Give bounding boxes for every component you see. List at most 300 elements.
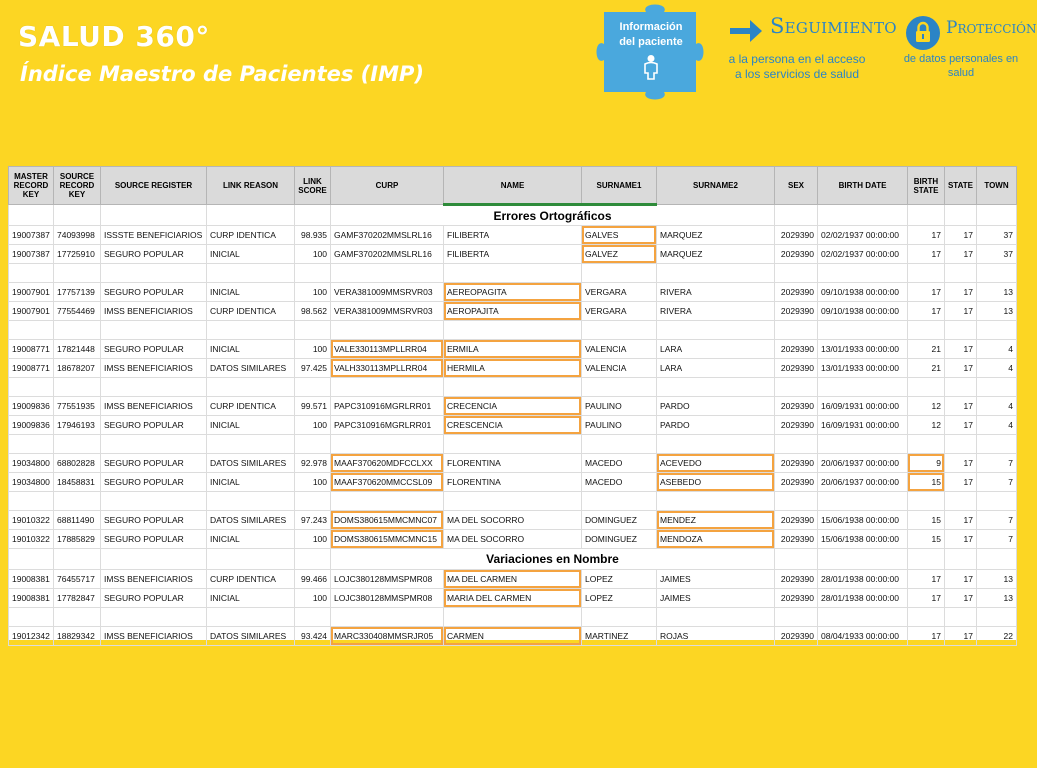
- empty-cell: [908, 264, 945, 283]
- cell-master-record-key[interactable]: 19012342: [9, 627, 54, 646]
- cell-town[interactable]: 13: [977, 589, 1017, 608]
- cell-state[interactable]: 17: [945, 473, 977, 492]
- cell-birth-state[interactable]: 12: [908, 416, 945, 435]
- cell-birth-date[interactable]: 16/09/1931 00:00:00: [818, 397, 908, 416]
- empty-cell: [582, 608, 657, 627]
- cell-source-register[interactable]: SEGURO POPULAR: [101, 283, 207, 302]
- cell-sex[interactable]: 2029390: [775, 570, 818, 589]
- cell-master-record-key[interactable]: 19007901: [9, 302, 54, 321]
- empty-cell: [908, 549, 945, 570]
- cell-surname2[interactable]: RIVERA: [657, 302, 775, 321]
- cell-surname1[interactable]: MACEDO: [582, 473, 657, 492]
- cell-source-record-key[interactable]: 17725910: [54, 245, 101, 264]
- column-header-birth-state[interactable]: BIRTH STATE: [908, 167, 945, 205]
- cell-town[interactable]: 13: [977, 302, 1017, 321]
- cell-sex[interactable]: 2029390: [775, 245, 818, 264]
- cell-birth-date[interactable]: 08/04/1933 00:00:00: [818, 627, 908, 646]
- cell-birth-date[interactable]: 20/06/1937 00:00:00: [818, 454, 908, 473]
- proteccion-description: [900, 52, 1022, 80]
- cell-source-record-key[interactable]: 17946193: [54, 416, 101, 435]
- cell-source-record-key[interactable]: 17885829: [54, 530, 101, 549]
- info-line1: Información: [619, 21, 683, 33]
- cell-source-record-key[interactable]: 76455717: [54, 570, 101, 589]
- cell-birth-date[interactable]: 09/10/1938 00:00:00: [818, 302, 908, 321]
- empty-cell: [657, 264, 775, 283]
- cell-surname1[interactable]: PAULINO: [582, 397, 657, 416]
- column-header-source-record-key[interactable]: SOURCE RECORD KEY: [54, 167, 101, 205]
- cell-source-register[interactable]: ISSSTE BENEFICIARIOS: [101, 226, 207, 245]
- empty-cell: [775, 492, 818, 511]
- section-title: Errores Ortográficos: [331, 205, 775, 226]
- cell-link-reason[interactable]: INICIAL: [207, 416, 295, 435]
- cell-master-record-key[interactable]: 19008381: [9, 589, 54, 608]
- cell-source-register[interactable]: SEGURO POPULAR: [101, 589, 207, 608]
- cell-surname1[interactable]: GALVES: [582, 226, 657, 245]
- cell-surname1[interactable]: DOMINGUEZ: [582, 511, 657, 530]
- table-row[interactable]: [9, 302, 1017, 321]
- cell-curp[interactable]: LOJC380128MMSPMR08: [331, 570, 444, 589]
- cell-birth-state[interactable]: 17: [908, 226, 945, 245]
- column-header-surname1[interactable]: SURNAME1: [582, 167, 657, 205]
- cell-link-score[interactable]: 100: [295, 245, 331, 264]
- cell-town[interactable]: 7: [977, 454, 1017, 473]
- cell-curp[interactable]: MARC330408MMSRJR05: [331, 627, 444, 646]
- cell-surname2[interactable]: LARA: [657, 359, 775, 378]
- seguimiento-description: [722, 52, 872, 82]
- empty-cell: [908, 205, 945, 226]
- cell-master-record-key[interactable]: 19010322: [9, 511, 54, 530]
- cell-birth-state[interactable]: 17: [908, 627, 945, 646]
- cell-master-record-key[interactable]: 19008771: [9, 359, 54, 378]
- cell-sex[interactable]: 2029390: [775, 473, 818, 492]
- cell-birth-date[interactable]: 28/01/1938 00:00:00: [818, 570, 908, 589]
- cell-name[interactable]: CARMEN: [444, 627, 582, 646]
- cell-sex[interactable]: 2029390: [775, 530, 818, 549]
- cell-link-reason[interactable]: INICIAL: [207, 473, 295, 492]
- cell-curp[interactable]: GAMF370202MMSLRL16: [331, 226, 444, 245]
- cell-link-reason[interactable]: INICIAL: [207, 530, 295, 549]
- cell-master-record-key[interactable]: 19034800: [9, 473, 54, 492]
- cell-birth-state[interactable]: 21: [908, 359, 945, 378]
- cell-state[interactable]: 17: [945, 511, 977, 530]
- cell-state[interactable]: 17: [945, 359, 977, 378]
- cell-name[interactable]: CRECENCIA: [444, 397, 582, 416]
- cell-source-record-key[interactable]: 68802828: [54, 454, 101, 473]
- cell-town[interactable]: 7: [977, 473, 1017, 492]
- cell-surname1[interactable]: MACEDO: [582, 454, 657, 473]
- cell-birth-state[interactable]: 15: [908, 511, 945, 530]
- cell-curp[interactable]: DOMS380615MMCMNC07: [331, 511, 444, 530]
- section-header-row: [9, 205, 1017, 226]
- cell-birth-date[interactable]: 28/01/1938 00:00:00: [818, 589, 908, 608]
- empty-cell: [9, 321, 54, 340]
- cell-source-register[interactable]: SEGURO POPULAR: [101, 416, 207, 435]
- cell-name[interactable]: MARIA DEL CARMEN: [444, 589, 582, 608]
- empty-cell: [9, 435, 54, 454]
- cell-link-reason[interactable]: INICIAL: [207, 245, 295, 264]
- column-header-birth-date[interactable]: BIRTH DATE: [818, 167, 908, 205]
- table-row[interactable]: [9, 589, 1017, 608]
- cell-state[interactable]: 17: [945, 627, 977, 646]
- empty-cell: [977, 435, 1017, 454]
- seguimiento-line2: a los servicios de salud: [734, 67, 860, 81]
- cell-surname2[interactable]: PARDO: [657, 397, 775, 416]
- cell-curp[interactable]: MAAF370620MDFCCLXX: [331, 454, 444, 473]
- cell-state[interactable]: 17: [945, 589, 977, 608]
- cell-name[interactable]: HERMILA: [444, 359, 582, 378]
- cell-name[interactable]: FLORENTINA: [444, 454, 582, 473]
- empty-cell: [9, 378, 54, 397]
- cell-link-reason[interactable]: CURP IDENTICA: [207, 302, 295, 321]
- cell-surname2[interactable]: MARQUEZ: [657, 226, 775, 245]
- cell-surname2[interactable]: MARQUEZ: [657, 245, 775, 264]
- empty-cell: [207, 205, 295, 226]
- cell-source-register[interactable]: IMSS BENEFICIARIOS: [101, 397, 207, 416]
- cell-surname2[interactable]: MENDOZA: [657, 530, 775, 549]
- table-row[interactable]: [9, 473, 1017, 492]
- empty-cell: [295, 378, 331, 397]
- cell-surname1[interactable]: LOPEZ: [582, 570, 657, 589]
- cell-link-reason[interactable]: INICIAL: [207, 283, 295, 302]
- table-row[interactable]: [9, 570, 1017, 589]
- proteccion-line1: de datos personales en: [903, 53, 1019, 65]
- cell-birth-state[interactable]: 12: [908, 397, 945, 416]
- empty-cell: [295, 264, 331, 283]
- cell-link-score[interactable]: 98.935: [295, 226, 331, 245]
- cell-name[interactable]: AEROPAJITA: [444, 302, 582, 321]
- cell-surname2[interactable]: ASEBEDO: [657, 473, 775, 492]
- cell-link-reason[interactable]: INICIAL: [207, 340, 295, 359]
- cell-birth-state[interactable]: 17: [908, 570, 945, 589]
- empty-cell: [101, 492, 207, 511]
- cell-link-reason[interactable]: DATOS SIMILARES: [207, 454, 295, 473]
- cell-master-record-key[interactable]: 19034800: [9, 454, 54, 473]
- cell-curp[interactable]: VERA381009MMSRVR03: [331, 302, 444, 321]
- cell-curp[interactable]: VALE330113MPLLRR04: [331, 340, 444, 359]
- person-icon: [642, 54, 660, 80]
- table-row[interactable]: [9, 226, 1017, 245]
- cell-sex[interactable]: 2029390: [775, 511, 818, 530]
- cell-link-reason[interactable]: CURP IDENTICA: [207, 226, 295, 245]
- spacer-row: [9, 492, 1017, 511]
- cell-source-record-key[interactable]: 17821448: [54, 340, 101, 359]
- column-header-state[interactable]: STATE: [945, 167, 977, 205]
- table-row[interactable]: [9, 397, 1017, 416]
- cell-source-register[interactable]: SEGURO POPULAR: [101, 454, 207, 473]
- cell-sex[interactable]: 2029390: [775, 283, 818, 302]
- cell-sex[interactable]: 2029390: [775, 226, 818, 245]
- cell-name[interactable]: AEREOPAGITA: [444, 283, 582, 302]
- empty-cell: [101, 321, 207, 340]
- cell-birth-date[interactable]: 15/06/1938 00:00:00: [818, 511, 908, 530]
- cell-town[interactable]: 37: [977, 226, 1017, 245]
- cell-birth-state[interactable]: 17: [908, 302, 945, 321]
- cell-surname1[interactable]: VERGARA: [582, 302, 657, 321]
- table-row[interactable]: [9, 530, 1017, 549]
- cell-source-register[interactable]: IMSS BENEFICIARIOS: [101, 359, 207, 378]
- arrow-right-icon: [728, 16, 764, 46]
- empty-cell: [207, 435, 295, 454]
- empty-cell: [945, 321, 977, 340]
- cell-state[interactable]: 17: [945, 570, 977, 589]
- cell-source-register[interactable]: SEGURO POPULAR: [101, 473, 207, 492]
- cell-source-record-key[interactable]: 17757139: [54, 283, 101, 302]
- cell-source-record-key[interactable]: 74093998: [54, 226, 101, 245]
- cell-birth-date[interactable]: 15/06/1938 00:00:00: [818, 530, 908, 549]
- cell-birth-state[interactable]: 17: [908, 245, 945, 264]
- seguimiento-line1: a la persona en el acceso: [728, 52, 866, 66]
- cell-curp[interactable]: PAPC310916MGRLRR01: [331, 416, 444, 435]
- cell-town[interactable]: 4: [977, 340, 1017, 359]
- cell-source-record-key[interactable]: 77551935: [54, 397, 101, 416]
- empty-cell: [657, 492, 775, 511]
- cell-state[interactable]: 17: [945, 397, 977, 416]
- cell-link-reason[interactable]: CURP IDENTICA: [207, 570, 295, 589]
- cell-link-score[interactable]: 97.243: [295, 511, 331, 530]
- table-row[interactable]: [9, 245, 1017, 264]
- cell-source-register[interactable]: IMSS BENEFICIARIOS: [101, 302, 207, 321]
- cell-town[interactable]: 4: [977, 416, 1017, 435]
- cell-link-score[interactable]: 99.466: [295, 570, 331, 589]
- empty-cell: [331, 378, 444, 397]
- column-header-curp[interactable]: CURP: [331, 167, 444, 205]
- empty-cell: [9, 205, 54, 226]
- cell-town[interactable]: 13: [977, 570, 1017, 589]
- cell-town[interactable]: 7: [977, 530, 1017, 549]
- cell-name[interactable]: MA DEL SOCORRO: [444, 511, 582, 530]
- column-header-sex[interactable]: SEX: [775, 167, 818, 205]
- cell-name[interactable]: MA DEL SOCORRO: [444, 530, 582, 549]
- cell-birth-state[interactable]: 17: [908, 283, 945, 302]
- cell-birth-date[interactable]: 16/09/1931 00:00:00: [818, 416, 908, 435]
- cell-birth-state[interactable]: 17: [908, 589, 945, 608]
- cell-link-score[interactable]: 97.425: [295, 359, 331, 378]
- table-row[interactable]: [9, 340, 1017, 359]
- empty-cell: [295, 549, 331, 570]
- cell-town[interactable]: 4: [977, 359, 1017, 378]
- empty-cell: [818, 608, 908, 627]
- spacer-row: [9, 435, 1017, 454]
- cell-link-reason[interactable]: DATOS SIMILARES: [207, 359, 295, 378]
- column-header-source-register[interactable]: SOURCE REGISTER: [101, 167, 207, 205]
- empty-cell: [775, 435, 818, 454]
- cell-master-record-key[interactable]: 19007387: [9, 226, 54, 245]
- table-row[interactable]: [9, 359, 1017, 378]
- cell-town[interactable]: 4: [977, 397, 1017, 416]
- cell-source-register[interactable]: IMSS BENEFICIARIOS: [101, 570, 207, 589]
- cell-state[interactable]: 17: [945, 530, 977, 549]
- cell-surname2[interactable]: RIVERA: [657, 283, 775, 302]
- cell-sex[interactable]: 2029390: [775, 302, 818, 321]
- cell-state[interactable]: 17: [945, 245, 977, 264]
- table-row[interactable]: [9, 454, 1017, 473]
- cell-birth-state[interactable]: 15: [908, 530, 945, 549]
- cell-curp[interactable]: VERA381009MMSRVR03: [331, 283, 444, 302]
- cell-surname2[interactable]: JAIMES: [657, 589, 775, 608]
- cell-sex[interactable]: 2029390: [775, 589, 818, 608]
- cell-curp[interactable]: GAMF370202MMSLRL16: [331, 245, 444, 264]
- cell-source-register[interactable]: SEGURO POPULAR: [101, 530, 207, 549]
- cell-surname1[interactable]: PAULINO: [582, 416, 657, 435]
- cell-curp[interactable]: LOJC380128MMSPMR08: [331, 589, 444, 608]
- empty-cell: [818, 378, 908, 397]
- cell-link-score[interactable]: 100: [295, 283, 331, 302]
- cell-master-record-key[interactable]: 19007901: [9, 283, 54, 302]
- cell-birth-date[interactable]: 09/10/1938 00:00:00: [818, 283, 908, 302]
- cell-state[interactable]: 17: [945, 416, 977, 435]
- cell-source-record-key[interactable]: 68811490: [54, 511, 101, 530]
- empty-cell: [331, 321, 444, 340]
- cell-link-score[interactable]: 100: [295, 416, 331, 435]
- cell-source-record-key[interactable]: 18829342: [54, 627, 101, 646]
- cell-town[interactable]: 7: [977, 511, 1017, 530]
- cell-surname2[interactable]: PARDO: [657, 416, 775, 435]
- empty-cell: [295, 205, 331, 226]
- column-header-master-record-key[interactable]: MASTER RECORD KEY: [9, 167, 54, 205]
- proteccion-line2: salud: [947, 67, 975, 79]
- cell-source-register[interactable]: SEGURO POPULAR: [101, 340, 207, 359]
- cell-master-record-key[interactable]: 19009836: [9, 397, 54, 416]
- cell-surname1[interactable]: MARTINEZ: [582, 627, 657, 646]
- empty-cell: [444, 435, 582, 454]
- cell-surname1[interactable]: VALENCIA: [582, 359, 657, 378]
- empty-cell: [818, 492, 908, 511]
- table-row[interactable]: [9, 627, 1017, 646]
- empty-cell: [54, 549, 101, 570]
- cell-birth-state[interactable]: 21: [908, 340, 945, 359]
- cell-link-reason[interactable]: INICIAL: [207, 589, 295, 608]
- table-row[interactable]: [9, 511, 1017, 530]
- empty-cell: [331, 492, 444, 511]
- cell-master-record-key[interactable]: 19007387: [9, 245, 54, 264]
- cell-sex[interactable]: 2029390: [775, 340, 818, 359]
- cell-link-score[interactable]: 98.562: [295, 302, 331, 321]
- empty-cell: [54, 435, 101, 454]
- empty-cell: [101, 205, 207, 226]
- table-row[interactable]: [9, 416, 1017, 435]
- cell-state[interactable]: 17: [945, 454, 977, 473]
- cell-surname1[interactable]: GALVEZ: [582, 245, 657, 264]
- cell-state[interactable]: 17: [945, 340, 977, 359]
- cell-surname2[interactable]: ROJAS: [657, 627, 775, 646]
- cell-birth-date[interactable]: 02/02/1937 00:00:00: [818, 226, 908, 245]
- cell-source-record-key[interactable]: 18678207: [54, 359, 101, 378]
- empty-cell: [657, 608, 775, 627]
- cell-name[interactable]: FILIBERTA: [444, 245, 582, 264]
- cell-source-register[interactable]: IMSS BENEFICIARIOS: [101, 627, 207, 646]
- cell-sex[interactable]: 2029390: [775, 397, 818, 416]
- cell-surname1[interactable]: VALENCIA: [582, 340, 657, 359]
- section-title: Variaciones en Nombre: [331, 549, 775, 570]
- cell-link-reason[interactable]: DATOS SIMILARES: [207, 627, 295, 646]
- cell-surname1[interactable]: LOPEZ: [582, 589, 657, 608]
- cell-name[interactable]: FILIBERTA: [444, 226, 582, 245]
- cell-town[interactable]: 13: [977, 283, 1017, 302]
- cell-sex[interactable]: 2029390: [775, 416, 818, 435]
- cell-birth-state[interactable]: 9: [908, 454, 945, 473]
- cell-name[interactable]: MA DEL CARMEN: [444, 570, 582, 589]
- empty-cell: [101, 608, 207, 627]
- cell-town[interactable]: 22: [977, 627, 1017, 646]
- empty-cell: [977, 549, 1017, 570]
- cell-link-score[interactable]: 99.571: [295, 397, 331, 416]
- cell-link-score[interactable]: 93.424: [295, 627, 331, 646]
- cell-sex[interactable]: 2029390: [775, 359, 818, 378]
- empty-cell: [207, 321, 295, 340]
- cell-source-record-key[interactable]: 18458831: [54, 473, 101, 492]
- empty-cell: [908, 608, 945, 627]
- cell-master-record-key[interactable]: 19009836: [9, 416, 54, 435]
- cell-link-reason[interactable]: DATOS SIMILARES: [207, 511, 295, 530]
- empty-cell: [977, 264, 1017, 283]
- empty-cell: [295, 435, 331, 454]
- cell-surname2[interactable]: JAIMES: [657, 570, 775, 589]
- empty-cell: [444, 321, 582, 340]
- cell-curp[interactable]: VALH330113MPLLRR04: [331, 359, 444, 378]
- column-header-name[interactable]: NAME: [444, 167, 582, 205]
- cell-birth-date[interactable]: 13/01/1933 00:00:00: [818, 359, 908, 378]
- cell-curp[interactable]: PAPC310916MGRLRR01: [331, 397, 444, 416]
- cell-name[interactable]: FLORENTINA: [444, 473, 582, 492]
- cell-sex[interactable]: 2029390: [775, 454, 818, 473]
- cell-surname1[interactable]: VERGARA: [582, 283, 657, 302]
- table-row[interactable]: [9, 283, 1017, 302]
- seguimiento-title: Seguimiento: [770, 14, 897, 38]
- cell-state[interactable]: 17: [945, 283, 977, 302]
- cell-birth-date[interactable]: 20/06/1937 00:00:00: [818, 473, 908, 492]
- cell-link-score[interactable]: 100: [295, 340, 331, 359]
- empty-cell: [54, 321, 101, 340]
- empty-cell: [101, 549, 207, 570]
- page-title: SALUD 360°: [18, 20, 210, 53]
- cell-master-record-key[interactable]: 19008381: [9, 570, 54, 589]
- cell-surname2[interactable]: MENDEZ: [657, 511, 775, 530]
- cell-birth-state[interactable]: 15: [908, 473, 945, 492]
- cell-surname2[interactable]: ACEVEDO: [657, 454, 775, 473]
- cell-sex[interactable]: 2029390: [775, 627, 818, 646]
- cell-source-record-key[interactable]: 17782847: [54, 589, 101, 608]
- cell-surname1[interactable]: DOMINGUEZ: [582, 530, 657, 549]
- column-header-town[interactable]: TOWN: [977, 167, 1017, 205]
- empty-cell: [331, 435, 444, 454]
- cell-source-record-key[interactable]: 77554469: [54, 302, 101, 321]
- cell-name[interactable]: ERMILA: [444, 340, 582, 359]
- column-header-link-score[interactable]: LINK SCORE: [295, 167, 331, 205]
- cell-state[interactable]: 17: [945, 302, 977, 321]
- cell-name[interactable]: CRESCENCIA: [444, 416, 582, 435]
- cell-link-score[interactable]: 100: [295, 589, 331, 608]
- empty-cell: [945, 492, 977, 511]
- empty-cell: [775, 549, 818, 570]
- cell-link-score[interactable]: 100: [295, 530, 331, 549]
- cell-master-record-key[interactable]: 19008771: [9, 340, 54, 359]
- cell-link-reason[interactable]: CURP IDENTICA: [207, 397, 295, 416]
- cell-surname2[interactable]: LARA: [657, 340, 775, 359]
- cell-source-register[interactable]: SEGURO POPULAR: [101, 245, 207, 264]
- column-header-link-reason[interactable]: LINK REASON: [207, 167, 295, 205]
- cell-curp[interactable]: DOMS380615MMCMNC15: [331, 530, 444, 549]
- cell-state[interactable]: 17: [945, 226, 977, 245]
- cell-birth-date[interactable]: 13/01/1933 00:00:00: [818, 340, 908, 359]
- cell-link-score[interactable]: 92.978: [295, 454, 331, 473]
- cell-link-score[interactable]: 100: [295, 473, 331, 492]
- cell-master-record-key[interactable]: 19010322: [9, 530, 54, 549]
- cell-source-register[interactable]: SEGURO POPULAR: [101, 511, 207, 530]
- cell-curp[interactable]: MAAF370620MMCCSL09: [331, 473, 444, 492]
- cell-birth-date[interactable]: 02/02/1937 00:00:00: [818, 245, 908, 264]
- column-header-surname2[interactable]: SURNAME2: [657, 167, 775, 205]
- cell-town[interactable]: 37: [977, 245, 1017, 264]
